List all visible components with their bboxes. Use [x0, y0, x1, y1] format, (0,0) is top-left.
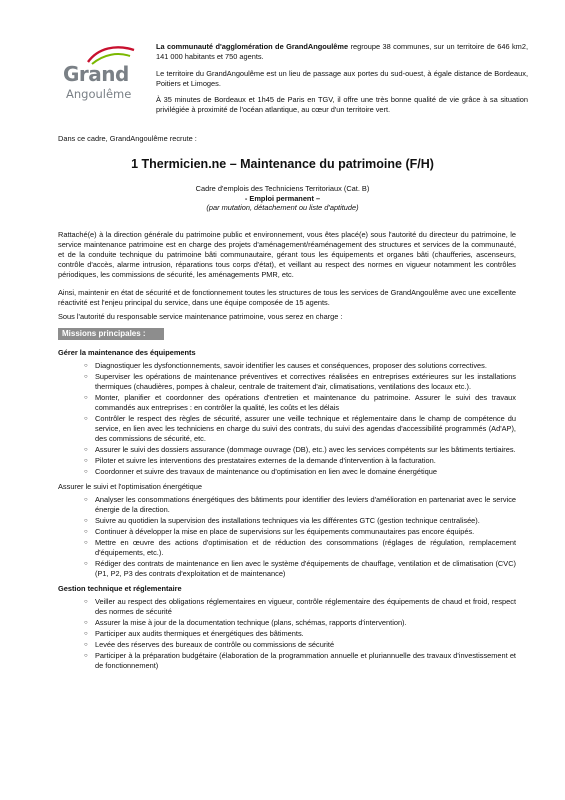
list-item-text: Rédiger des contrats de maintenance en lien avec le système d'équipements de chauffage, ventilation et de climatisation (CVC) (P1, P2, P3 des contrats d'exploitation et de maintenance): [95, 559, 516, 578]
list-item: [84, 640, 516, 650]
bullet-icon: ○: [84, 518, 88, 524]
intro-rest: Le territoire du GrandAngoulême est un lieu de passage aux portes du sud-ouest, à égale distance de Bordeaux, Poitiers et Limoges.: [156, 68, 528, 88]
list-item: [84, 559, 516, 579]
list-item: [84, 495, 516, 515]
job-subtitle: [0, 184, 565, 213]
missions-header: Missions principales :: [58, 328, 164, 340]
list-item-text: Assurer la mise à jour de la documentation technique (plans, schémas, rapports d'intervention).: [95, 618, 407, 627]
missions-sections: [58, 348, 516, 671]
list-item-text: Suivre au quotidien la supervision des installations techniques via les différentes GTC (gestion technique centralisée).: [95, 516, 480, 525]
bullet-icon: ○: [84, 599, 88, 605]
list-item-text: Monter, planifier et coordonner des opérations d'entretien et maintenance du patrimoine. Assurer le suivi des travaux commandés aux entreprises : en contrôler la qualité, les coûts et les délais: [95, 393, 516, 412]
mutation-line: (par mutation, détachement ou liste d'aptitude): [206, 203, 359, 213]
body-paragraph: Sous l'autorité du responsable service maintenance patrimoine, vous serez en charge :: [58, 312, 343, 321]
bullet-icon: ○: [84, 497, 88, 503]
logo-word-grand: Grand: [63, 62, 129, 86]
bullet-icon: ○: [84, 447, 88, 453]
list-item: [84, 393, 516, 413]
section-list: [58, 597, 516, 671]
intro-text: [156, 42, 528, 122]
bullet-icon: ○: [84, 395, 88, 401]
bullet-icon: ○: [84, 458, 88, 464]
list-item: [84, 456, 516, 466]
section-title: Assurer le suivi et l'optimisation énergétique: [58, 482, 202, 491]
cadre-line: Cadre d'emplois des Techniciens Territoriaux (Cat. B): [195, 184, 370, 193]
list-item-text: Assurer le suivi des dossiers assurance (dommage ouvrage (DB), etc.) avec les services compétents sur les bâtiments tertiaires.: [95, 445, 516, 454]
section-title: Gérer la maintenance des équipements: [58, 348, 196, 357]
list-item: [84, 516, 516, 526]
document-body: [58, 230, 516, 676]
bullet-icon: ○: [84, 469, 88, 475]
bullet-icon: ○: [84, 374, 88, 380]
list-item: [84, 597, 516, 617]
list-item-text: Levée des réserves des bureaux de contrôle ou commissions de sécurité: [95, 640, 335, 649]
list-item-text: Mettre en œuvre des actions d'optimisation et de réduction des consommations (réglages de régulation, remplacement d'équipements, etc.).: [95, 538, 516, 557]
bullet-icon: ○: [84, 363, 88, 369]
bullet-icon: ○: [84, 642, 88, 648]
intro-paragraph: [156, 95, 528, 116]
list-item-text: Analyser les consommations énergétiques des bâtiments pour identifier des leviers d'amélioration en partenariat avec le service énergie de la direction.: [95, 495, 516, 514]
intro-strong: La communauté d'agglomération de GrandAngoulême: [156, 42, 349, 51]
bullet-icon: ○: [84, 529, 88, 535]
list-item-text: Piloter et suivre les interventions des prestataires externes de la demande d'intervention à la facturation.: [95, 456, 436, 465]
job-title: 1 Thermicien.ne – Maintenance du patrimoine (F/H): [131, 157, 434, 171]
list-item-text: Diagnostiquer les dysfonctionnements, savoir identifier les causes et conséquences, proposer des solutions correctives.: [95, 361, 487, 370]
list-item: [84, 445, 516, 455]
permanent-line: - Emploi permanent –: [244, 193, 321, 203]
list-item: [84, 361, 516, 371]
list-item-text: Participer à la préparation budgétaire (élaboration de la programmation annuelle et pluriannuelle des travaux d'investissement et de fonctionnement): [95, 651, 516, 670]
intro-rest: regroupe 38 communes, sur un territoire de 646 km2, 141 000 habitants et 750 agents.: [156, 42, 528, 62]
list-item: [84, 629, 516, 639]
intro-paragraph: [156, 42, 528, 63]
bullet-icon: ○: [84, 561, 88, 567]
list-item: [84, 372, 516, 392]
list-item: [84, 467, 516, 477]
recruit-text: Dans ce cadre, GrandAngoulême recrute :: [58, 134, 197, 143]
section-title: Gestion technique et réglementaire: [58, 584, 182, 593]
section-list: [58, 495, 516, 579]
list-item-text: Participer aux audits thermiques et énergétiques des bâtiments.: [95, 629, 304, 638]
bullet-icon: ○: [84, 653, 88, 659]
bullet-icon: ○: [84, 631, 88, 637]
list-item-text: Superviser les opérations de maintenance préventives et correctives réalisées en entreprises extérieures sur les installations thermiques (chaudières, pompes à chaleur, centrale de traitement d'air, climatisations, ventilations des locaux etc.).: [95, 372, 516, 391]
bullet-icon: ○: [84, 540, 88, 546]
list-item-text: Coordonner et suivre des travaux de maintenance ou d'optimisation en lien avec le domaine énergétique: [95, 467, 438, 476]
list-item: [84, 651, 516, 671]
list-item: [84, 618, 516, 628]
intro-rest: À 35 minutes de Bordeaux et 1h45 de Paris en TGV, il offre une très bonne qualité de vie grâce à sa situation privilégiée à proximité de l'océan atlantique, au cœur d'un territoire vert.: [156, 95, 528, 115]
section-list: [58, 361, 516, 477]
list-item-text: Contrôler le respect des règles de sécurité, assurer une veille technique et réglementaire dans le champ de compétence du service, en lien avec les techniciens en charge du suivi des contrats, du suivi des agendas d'accessibilité programmés (Ad'AP), des commissions de sécurité, etc.: [95, 414, 516, 443]
grand-angouleme-logo: [58, 42, 146, 117]
bullet-icon: ○: [84, 416, 88, 422]
header: [58, 42, 528, 172]
intro-paragraph: [156, 69, 528, 90]
body-paragraph: Rattaché(e) à la direction générale du patrimoine public et environnement, vous êtes placé(e) sous l'autorité du directeur du patrimoine, le service maintenance patrimoine est en charge des projets d'aménagement/réaménagement des structures et services de la communauté, et de la conduite technique du patrimoine bâti communautaire, gérant tous les équipements et organes bâti (chaufferies, ascenseurs, contrôle d'accès, alarme intrusion, réparations tous corps d'état), et veillant au respect des normes en vigueur notamment les contrôles périodiques, les commissions de sécurité, les aménagements PMR, etc.: [58, 230, 516, 279]
list-item: [84, 414, 516, 444]
list-item: [84, 538, 516, 558]
list-item-text: Veiller au respect des obligations réglementaires en vigueur, contrôle réglementaire des équipements de chaud et froid, respect des normes de sécurité: [95, 597, 516, 616]
body-paragraph: Ainsi, maintenir en état de sécurité et de fonctionnement toutes les structures de tous les services de GrandAngoulême avec une excellente réactivité est l'enjeu principal du service, dans une équipe composée de 15 agents.: [58, 288, 516, 307]
logo-word-angouleme: Angoulême: [66, 87, 132, 101]
list-item-text: Continuer à développer la mise en place de supervisions sur les équipements communautaires pas encore équipés.: [95, 527, 475, 536]
bullet-icon: ○: [84, 620, 88, 626]
list-item: [84, 527, 516, 537]
